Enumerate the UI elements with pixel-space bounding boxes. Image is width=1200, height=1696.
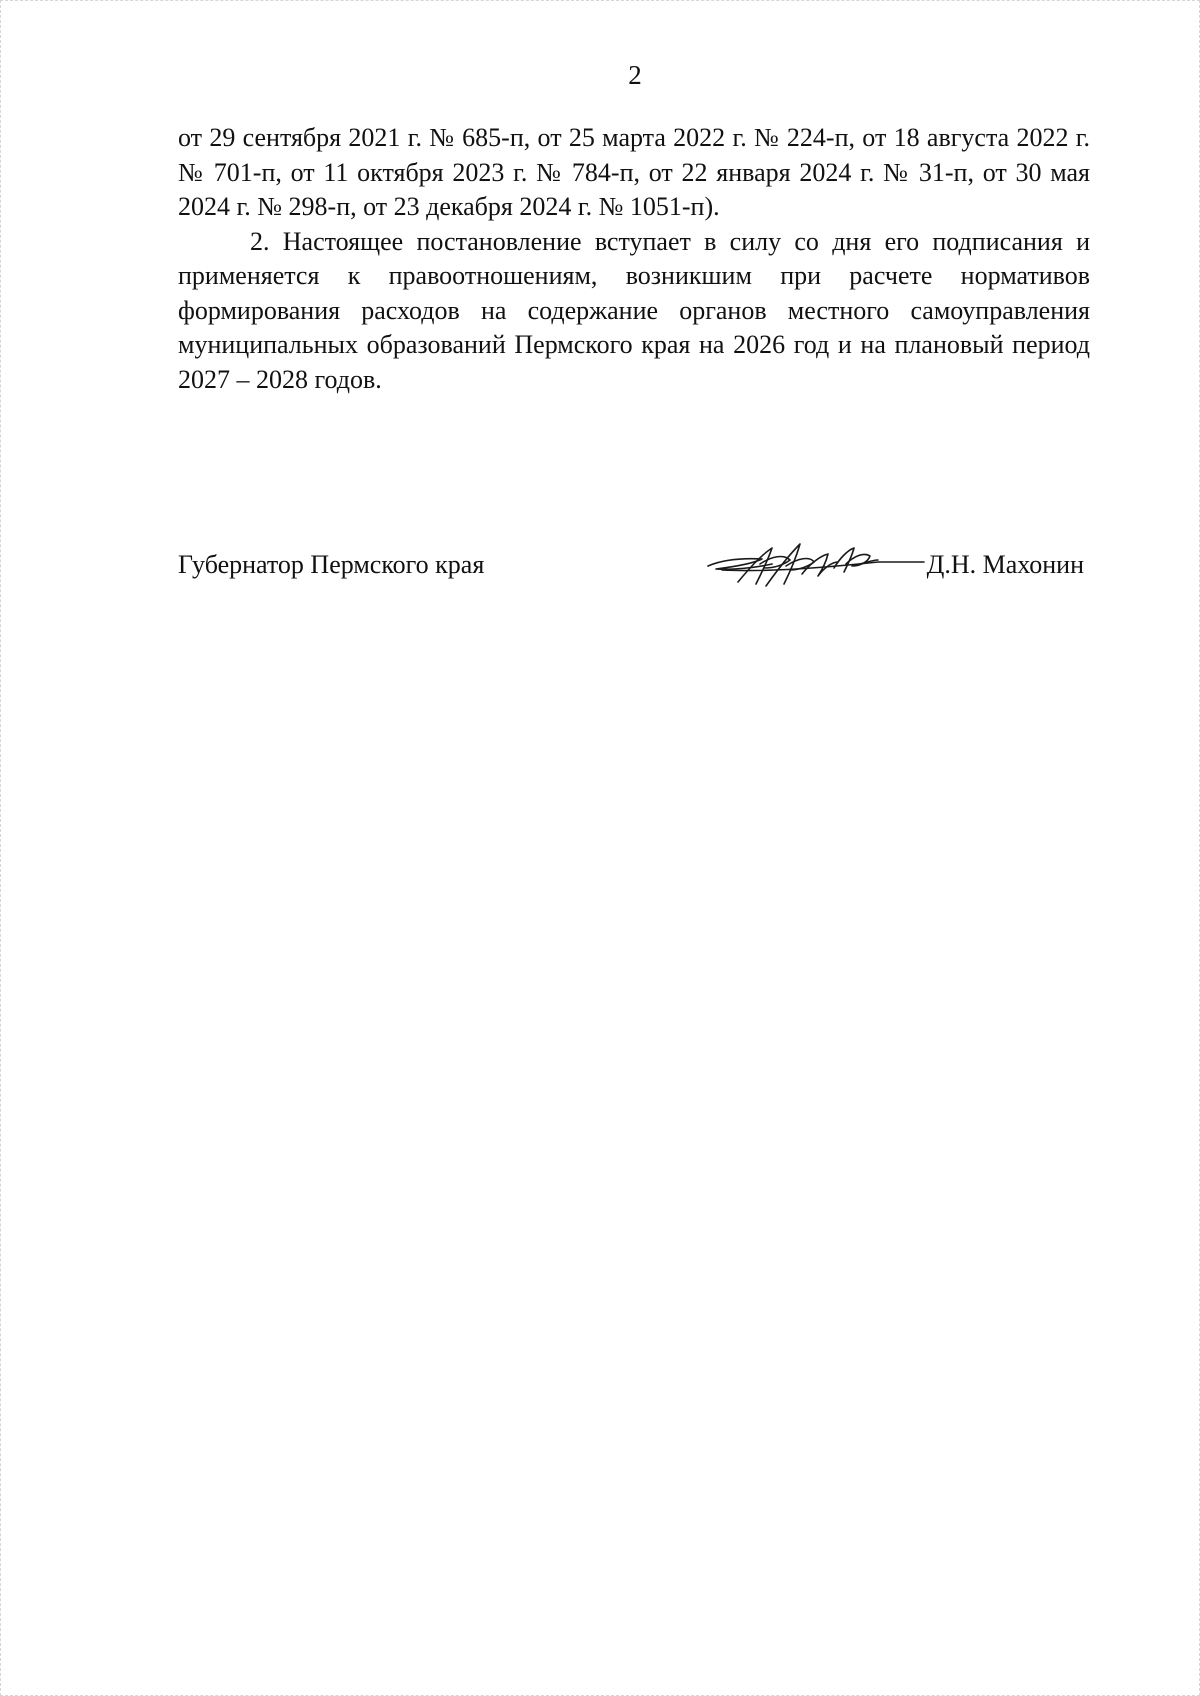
paragraph-effective-date: 2. Настоящее постановление вступает в силу со дня его подписания и применяется к правоотношениям, возникшим при расчете нормативов формирования расходов на содержание органов местного самоуправления муниципальных образований Пермского края на 2026 год и на плановый период 2027 – 2028 годов. <box>178 226 1090 394</box>
page-number: 2 <box>628 60 642 90</box>
signer-position: Губернатор Пермского края <box>178 550 485 579</box>
handwritten-signature-icon <box>702 534 932 592</box>
signature-block <box>178 534 1090 594</box>
paragraph-continuation: от 29 сентября 2021 г. № 685-п, от 25 марта 2022 г. № 224-п, от 18 августа 2022 г. № 701-п, от 11 октября 2023 г. № 784-п, от 22 января 2024 г. № 31-п, от 30 мая 2024 г. № 298-п, от 23 декабря 2024 г. № 1051-п). <box>178 123 1090 221</box>
document-body <box>178 121 1090 397</box>
signer-name: Д.Н. Махонин <box>926 550 1084 579</box>
